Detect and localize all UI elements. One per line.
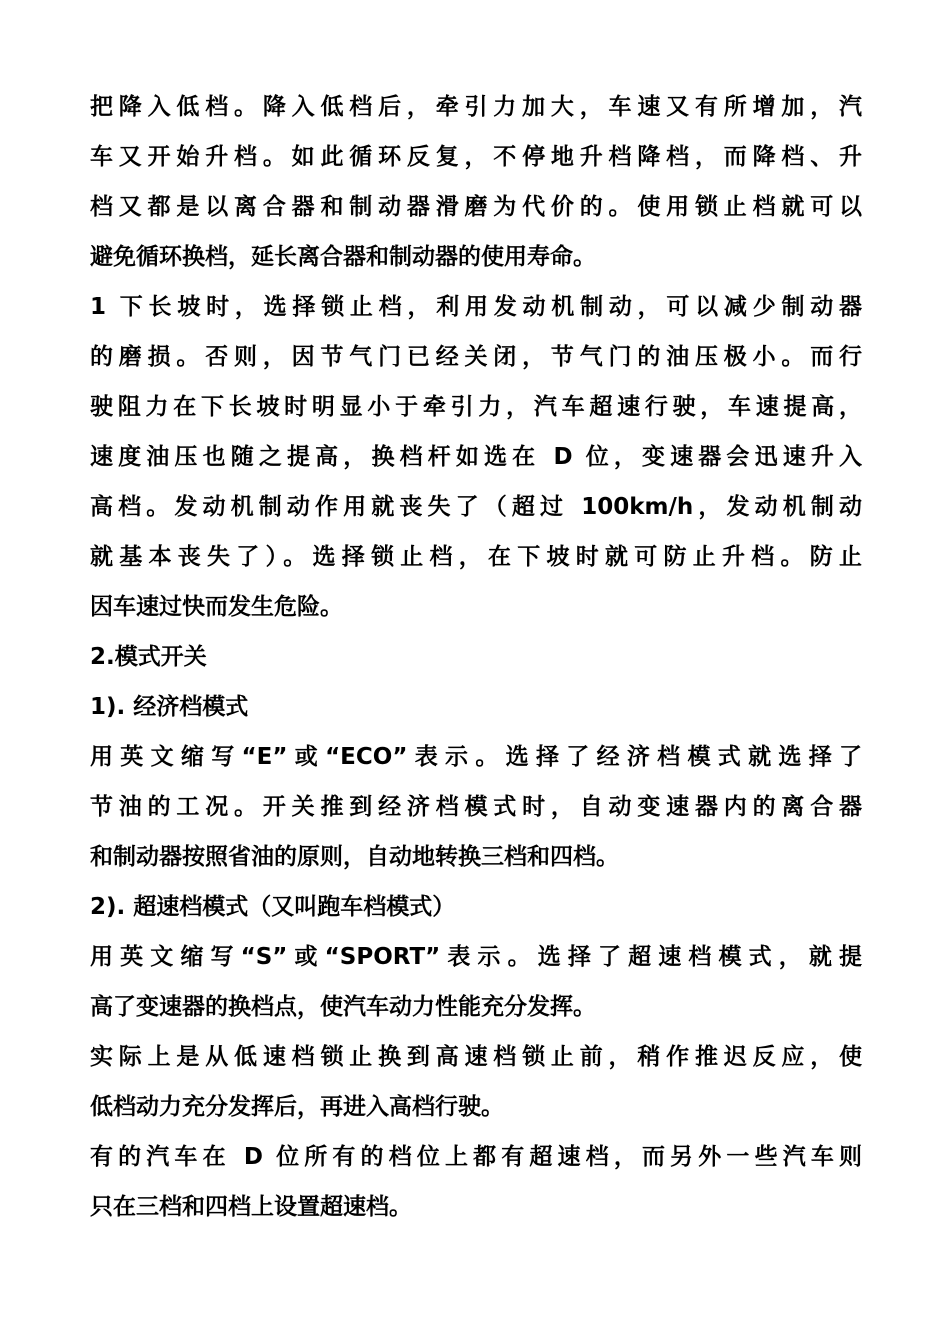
text-line: 节油的工况。开关推到经济档模式时，自动变速器内的离合器 — [90, 794, 862, 820]
text-line: 就基本丧失了）。选择锁止档，在下坡时就可防止升档。防止 — [90, 544, 862, 570]
text-line: 的磨损。否则，因节气门已经关闭，节气门的油压极小。而行 — [90, 344, 862, 370]
subsection-heading: 2). 超速档模式（又叫跑车档模式） — [90, 894, 456, 920]
document-page — [90, 82, 862, 1232]
text-line: 把降入低档。降入低档后，牵引力加大，车速又有所增加，汽 — [90, 94, 862, 120]
text-line: 速度油压也随之提高，换档杆如选在 D 位，变速器会迅速升入 — [90, 444, 862, 470]
text-line: 高档。发动机制动作用就丧失了（超过 100km/h，发动机制动 — [90, 494, 862, 520]
text-line: 1 下长坡时，选择锁止档，利用发动机制动，可以减少制动器 — [90, 294, 862, 320]
subsection-heading: 1). 经济档模式 — [90, 694, 249, 720]
text-line: 有的汽车在 D 位所有的档位上都有超速档，而另外一些汽车则 — [90, 1144, 862, 1170]
text-line: 档又都是以离合器和制动器滑磨为代价的。使用锁止档就可以 — [90, 194, 862, 220]
section-heading: 2.模式开关 — [90, 644, 207, 670]
text-line: 和制动器按照省油的原则，自动地转换三档和四档。 — [90, 844, 619, 870]
text-line: 避免循环换档，延长离合器和制动器的使用寿命。 — [90, 244, 596, 270]
text-line: 用英文缩写“E”或“ECO”表示。选择了经济档模式就选择了 — [90, 744, 862, 770]
text-line: 车又开始升档。如此循环反复，不停地升档降档，而降档、升 — [90, 144, 862, 170]
text-line: 驶阻力在下长坡时明显小于牵引力，汽车超速行驶，车速提高， — [90, 394, 862, 420]
text-line: 实际上是从低速档锁止换到高速档锁止前，稍作推迟反应，使 — [90, 1044, 862, 1070]
text-line: 高了变速器的换档点，使汽车动力性能充分发挥。 — [90, 994, 596, 1020]
text-line: 只在三档和四档上设置超速档。 — [90, 1194, 412, 1220]
text-line: 用英文缩写“S”或“SPORT”表示。选择了超速档模式，就提 — [90, 944, 862, 970]
text-line: 低档动力充分发挥后，再进入高档行驶。 — [90, 1094, 504, 1120]
text-line: 因车速过快而发生危险。 — [90, 594, 343, 620]
